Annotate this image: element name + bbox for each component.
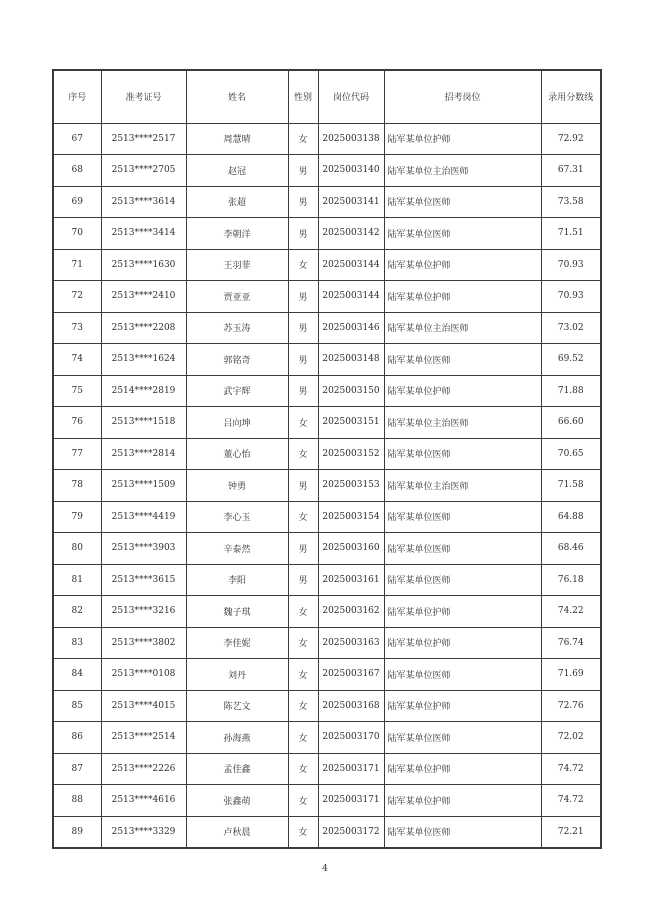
cell-serial-number: 87 — [53, 753, 101, 785]
table-row — [53, 249, 601, 281]
cell-gender: 女 — [288, 753, 318, 785]
cell-gender: 男 — [288, 375, 318, 407]
admission-score-table — [52, 69, 602, 849]
cell-position-code: 2025003160 — [318, 533, 384, 565]
cell-position-code: 2025003172 — [318, 816, 384, 848]
cell-serial-number: 68 — [53, 155, 101, 187]
cell-serial-number: 84 — [53, 659, 101, 691]
cell-position: 陆军某单位医师 — [384, 501, 541, 533]
cell-score-line: 71.69 — [541, 659, 601, 691]
cell-score-line: 74.72 — [541, 753, 601, 785]
cell-position-code: 2025003168 — [318, 690, 384, 722]
cell-serial-number: 73 — [53, 312, 101, 344]
cell-gender: 男 — [288, 533, 318, 565]
cell-gender: 男 — [288, 218, 318, 250]
cell-name: 赵冠 — [186, 155, 288, 187]
table-row — [53, 123, 601, 155]
table-row — [53, 312, 601, 344]
cell-gender: 男 — [288, 470, 318, 502]
cell-position-code: 2025003154 — [318, 501, 384, 533]
header-score-line: 录用分数线 — [541, 70, 601, 123]
cell-name: 李阳 — [186, 564, 288, 596]
cell-name: 陈艺文 — [186, 690, 288, 722]
cell-score-line: 74.72 — [541, 785, 601, 817]
cell-position-code: 2025003161 — [318, 564, 384, 596]
cell-serial-number: 71 — [53, 249, 101, 281]
cell-position-code: 2025003144 — [318, 281, 384, 313]
cell-gender: 男 — [288, 564, 318, 596]
header-position-code: 岗位代码 — [318, 70, 384, 123]
cell-serial-number: 70 — [53, 218, 101, 250]
cell-serial-number: 76 — [53, 407, 101, 439]
cell-exam-id: 2513****3329 — [101, 816, 186, 848]
cell-exam-id: 2513****2705 — [101, 155, 186, 187]
cell-position-code: 2025003144 — [318, 249, 384, 281]
cell-position: 陆军某单位主治医师 — [384, 312, 541, 344]
cell-position-code: 2025003142 — [318, 218, 384, 250]
cell-name: 武宇辉 — [186, 375, 288, 407]
cell-serial-number: 75 — [53, 375, 101, 407]
table-row — [53, 407, 601, 439]
cell-name: 王羽菲 — [186, 249, 288, 281]
cell-gender: 男 — [288, 281, 318, 313]
cell-score-line: 66.60 — [541, 407, 601, 439]
cell-name: 张超 — [186, 186, 288, 218]
table-row — [53, 722, 601, 754]
cell-exam-id: 2513****2410 — [101, 281, 186, 313]
cell-gender: 女 — [288, 659, 318, 691]
table-row — [53, 501, 601, 533]
cell-exam-id: 2513****2226 — [101, 753, 186, 785]
table-row — [53, 596, 601, 628]
cell-position: 陆军某单位医师 — [384, 564, 541, 596]
cell-name: 卢秋晨 — [186, 816, 288, 848]
table-body — [53, 123, 601, 848]
cell-serial-number: 79 — [53, 501, 101, 533]
cell-gender: 男 — [288, 186, 318, 218]
cell-position-code: 2025003141 — [318, 186, 384, 218]
cell-gender: 女 — [288, 690, 318, 722]
cell-position-code: 2025003151 — [318, 407, 384, 439]
cell-name: 李心玉 — [186, 501, 288, 533]
header-serial-number: 序号 — [53, 70, 101, 123]
cell-position: 陆军某单位护师 — [384, 596, 541, 628]
table-row — [53, 281, 601, 313]
cell-name: 郭铭奇 — [186, 344, 288, 376]
cell-name: 苏玉涛 — [186, 312, 288, 344]
table-row — [53, 155, 601, 187]
cell-name: 周慧晴 — [186, 123, 288, 155]
cell-score-line: 73.58 — [541, 186, 601, 218]
cell-gender: 女 — [288, 407, 318, 439]
table-row — [53, 690, 601, 722]
cell-score-line: 71.51 — [541, 218, 601, 250]
cell-name: 孙海燕 — [186, 722, 288, 754]
cell-score-line: 71.58 — [541, 470, 601, 502]
cell-position: 陆军某单位护师 — [384, 627, 541, 659]
cell-name: 贾亚亚 — [186, 281, 288, 313]
cell-gender: 女 — [288, 249, 318, 281]
header-exam-id: 准考证号 — [101, 70, 186, 123]
cell-serial-number: 83 — [53, 627, 101, 659]
cell-score-line: 76.18 — [541, 564, 601, 596]
cell-gender: 女 — [288, 438, 318, 470]
cell-serial-number: 67 — [53, 123, 101, 155]
cell-exam-id: 2513****0108 — [101, 659, 186, 691]
table-row — [53, 627, 601, 659]
cell-name: 董心怡 — [186, 438, 288, 470]
cell-name: 李朝洋 — [186, 218, 288, 250]
cell-serial-number: 77 — [53, 438, 101, 470]
cell-position: 陆军某单位主治医师 — [384, 407, 541, 439]
cell-score-line: 64.88 — [541, 501, 601, 533]
cell-position-code: 2025003148 — [318, 344, 384, 376]
cell-gender: 男 — [288, 344, 318, 376]
cell-score-line: 70.65 — [541, 438, 601, 470]
header-gender: 性别 — [288, 70, 318, 123]
cell-gender: 女 — [288, 596, 318, 628]
cell-name: 吕向坤 — [186, 407, 288, 439]
cell-score-line: 72.92 — [541, 123, 601, 155]
cell-gender: 男 — [288, 155, 318, 187]
cell-position: 陆军某单位医师 — [384, 438, 541, 470]
cell-position: 陆军某单位护师 — [384, 249, 541, 281]
cell-exam-id: 2513****3414 — [101, 218, 186, 250]
cell-position-code: 2025003146 — [318, 312, 384, 344]
cell-name: 刘丹 — [186, 659, 288, 691]
cell-gender: 女 — [288, 501, 318, 533]
cell-position-code: 2025003171 — [318, 753, 384, 785]
cell-position-code: 2025003152 — [318, 438, 384, 470]
cell-position: 陆军某单位医师 — [384, 659, 541, 691]
cell-serial-number: 81 — [53, 564, 101, 596]
table-row — [53, 344, 601, 376]
table-row — [53, 564, 601, 596]
cell-name: 魏子琪 — [186, 596, 288, 628]
table-row — [53, 218, 601, 250]
cell-position: 陆军某单位主治医师 — [384, 470, 541, 502]
cell-exam-id: 2514****2819 — [101, 375, 186, 407]
table-row — [53, 785, 601, 817]
cell-position: 陆军某单位护师 — [384, 753, 541, 785]
cell-gender: 女 — [288, 722, 318, 754]
cell-exam-id: 2513****4015 — [101, 690, 186, 722]
cell-position: 陆军某单位主治医师 — [384, 155, 541, 187]
cell-position: 陆军某单位医师 — [384, 816, 541, 848]
cell-position: 陆军某单位医师 — [384, 533, 541, 565]
table-row — [53, 375, 601, 407]
cell-exam-id: 2513****3614 — [101, 186, 186, 218]
cell-score-line: 72.76 — [541, 690, 601, 722]
cell-position: 陆军某单位护师 — [384, 281, 541, 313]
cell-position-code: 2025003162 — [318, 596, 384, 628]
cell-exam-id: 2513****4419 — [101, 501, 186, 533]
table-row — [53, 438, 601, 470]
cell-name: 孟佳鑫 — [186, 753, 288, 785]
table-row — [53, 533, 601, 565]
cell-gender: 女 — [288, 123, 318, 155]
cell-exam-id: 2513****3216 — [101, 596, 186, 628]
cell-exam-id: 2513****1630 — [101, 249, 186, 281]
cell-position: 陆军某单位护师 — [384, 375, 541, 407]
cell-serial-number: 89 — [53, 816, 101, 848]
header-position: 招考岗位 — [384, 70, 541, 123]
cell-position-code: 2025003167 — [318, 659, 384, 691]
cell-serial-number: 88 — [53, 785, 101, 817]
cell-gender: 男 — [288, 312, 318, 344]
cell-position-code: 2025003150 — [318, 375, 384, 407]
cell-score-line: 72.02 — [541, 722, 601, 754]
cell-score-line: 68.46 — [541, 533, 601, 565]
cell-score-line: 72.21 — [541, 816, 601, 848]
cell-position-code: 2025003140 — [318, 155, 384, 187]
cell-position: 陆军某单位护师 — [384, 785, 541, 817]
cell-position-code: 2025003138 — [318, 123, 384, 155]
table-header-row — [53, 70, 601, 123]
cell-score-line: 70.93 — [541, 281, 601, 313]
cell-position: 陆军某单位医师 — [384, 722, 541, 754]
cell-position-code: 2025003170 — [318, 722, 384, 754]
cell-exam-id: 2513****3615 — [101, 564, 186, 596]
cell-serial-number: 74 — [53, 344, 101, 376]
cell-gender: 女 — [288, 785, 318, 817]
cell-position-code: 2025003153 — [318, 470, 384, 502]
cell-exam-id: 2513****2814 — [101, 438, 186, 470]
cell-score-line: 67.31 — [541, 155, 601, 187]
cell-serial-number: 72 — [53, 281, 101, 313]
cell-exam-id: 2513****2208 — [101, 312, 186, 344]
table-row — [53, 470, 601, 502]
table-row — [53, 816, 601, 848]
cell-serial-number: 80 — [53, 533, 101, 565]
cell-position: 陆军某单位医师 — [384, 344, 541, 376]
cell-exam-id: 2513****1624 — [101, 344, 186, 376]
cell-name: 钟勇 — [186, 470, 288, 502]
cell-gender: 女 — [288, 627, 318, 659]
cell-score-line: 71.88 — [541, 375, 601, 407]
cell-position-code: 2025003171 — [318, 785, 384, 817]
cell-position: 陆军某单位医师 — [384, 186, 541, 218]
cell-serial-number: 82 — [53, 596, 101, 628]
table-row — [53, 186, 601, 218]
cell-gender: 女 — [288, 816, 318, 848]
header-name: 姓名 — [186, 70, 288, 123]
cell-exam-id: 2513****3802 — [101, 627, 186, 659]
cell-position: 陆军某单位护师 — [384, 690, 541, 722]
cell-name: 辛泰然 — [186, 533, 288, 565]
cell-score-line: 70.93 — [541, 249, 601, 281]
cell-score-line: 76.74 — [541, 627, 601, 659]
cell-exam-id: 2513****1518 — [101, 407, 186, 439]
cell-score-line: 69.52 — [541, 344, 601, 376]
cell-score-line: 74.22 — [541, 596, 601, 628]
cell-name: 李佳妮 — [186, 627, 288, 659]
cell-exam-id: 2513****1509 — [101, 470, 186, 502]
cell-exam-id: 2513****3903 — [101, 533, 186, 565]
cell-exam-id: 2513****2517 — [101, 123, 186, 155]
cell-exam-id: 2513****4616 — [101, 785, 186, 817]
cell-score-line: 73.02 — [541, 312, 601, 344]
cell-serial-number: 85 — [53, 690, 101, 722]
page-number: 4 — [322, 864, 328, 874]
cell-exam-id: 2513****2514 — [101, 722, 186, 754]
cell-serial-number: 78 — [53, 470, 101, 502]
cell-serial-number: 69 — [53, 186, 101, 218]
cell-position: 陆军某单位医师 — [384, 218, 541, 250]
cell-position: 陆军某单位护师 — [384, 123, 541, 155]
table-row — [53, 753, 601, 785]
table-row — [53, 659, 601, 691]
cell-position-code: 2025003163 — [318, 627, 384, 659]
cell-name: 张鑫萌 — [186, 785, 288, 817]
cell-serial-number: 86 — [53, 722, 101, 754]
